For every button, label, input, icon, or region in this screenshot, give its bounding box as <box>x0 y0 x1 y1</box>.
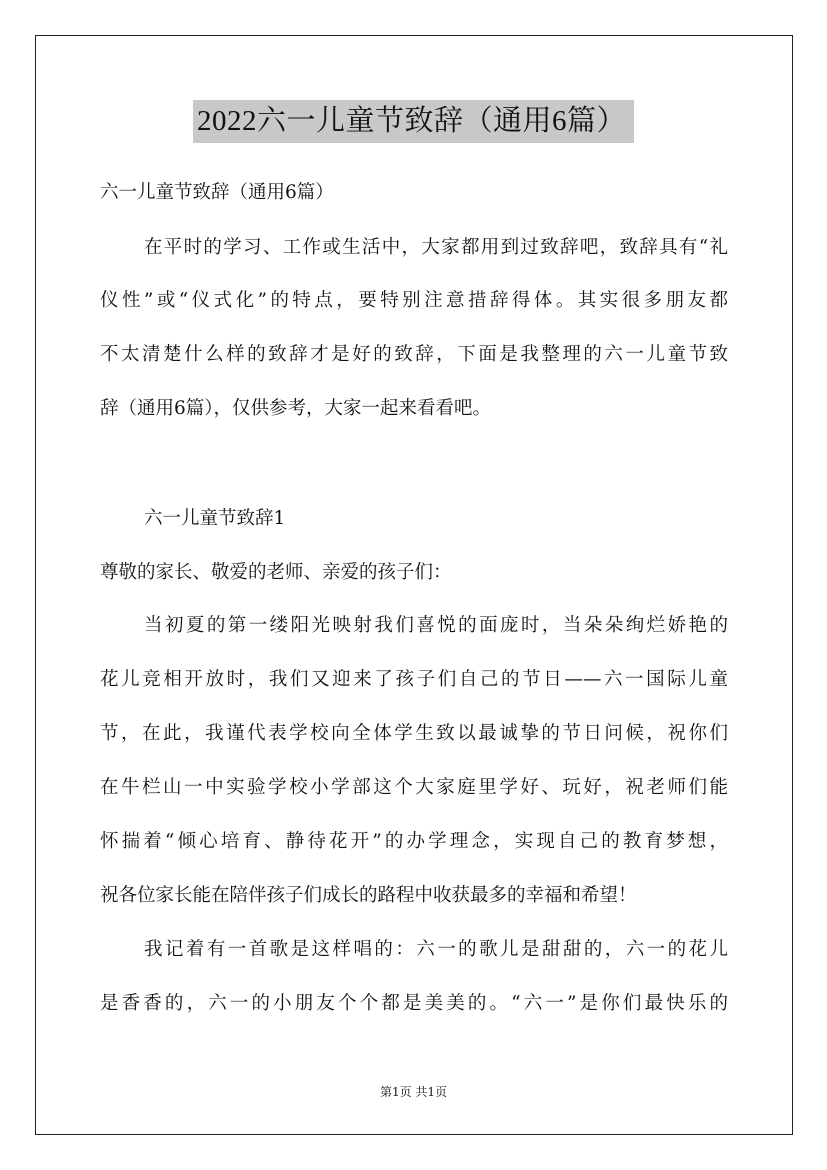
paragraph-line: 祝各位家长能在陪伴孩子们成长的路程中收获最多的幸福和希望！ <box>100 885 637 906</box>
paragraph-line: 我记着有一首歌是这样唱的：六一的歌儿是甜甜的，六一的花儿 <box>144 939 728 960</box>
paragraph-line: 当初夏的第一缕阳光映射我们喜悦的面庞时，当朵朵绚烂娇艳的 <box>144 615 728 636</box>
intro-line: 不太清楚什么样的致辞才是好的致辞，下面是我整理的六一儿童节致 <box>100 344 728 365</box>
intro-line: 仪性”或“仪式化”的特点，要特别注意措辞得体。其实很多朋友都 <box>100 290 728 311</box>
document-title: 2022六一儿童节致辞（通用6篇） <box>193 100 634 143</box>
subtitle: 六一儿童节致辞（通用6篇） <box>100 182 334 203</box>
salutation: 尊敬的家长、敬爱的老师、亲爱的孩子们： <box>100 562 452 583</box>
paragraph-line: 在牛栏山一中实验学校小学部这个大家庭里学好、玩好，祝老师们能 <box>100 777 728 798</box>
section-heading: 六一儿童节致辞1 <box>144 508 286 529</box>
intro-line: 辞（通用6篇），仅供参考，大家一起来看看吧。 <box>100 398 492 419</box>
paragraph-line: 花儿竞相开放时，我们又迎来了孩子们自己的节日——六一国际儿童 <box>100 669 728 690</box>
page-footer: 第1页 共1页 <box>379 1085 448 1099</box>
intro-line: 在平时的学习、工作或生活中，大家都用到过致辞吧，致辞具有“礼 <box>144 237 728 258</box>
title-container <box>0 100 827 143</box>
paragraph-line: 怀揣着“倾心培育、静待花开”的办学理念，实现自己的教育梦想， <box>100 831 728 852</box>
paragraph-line: 节，在此，我谨代表学校向全体学生致以最诚挚的节日问候，祝你们 <box>100 723 728 744</box>
paragraph-line: 是香香的，六一的小朋友个个都是美美的。“六一”是你们最快乐的 <box>100 993 728 1014</box>
